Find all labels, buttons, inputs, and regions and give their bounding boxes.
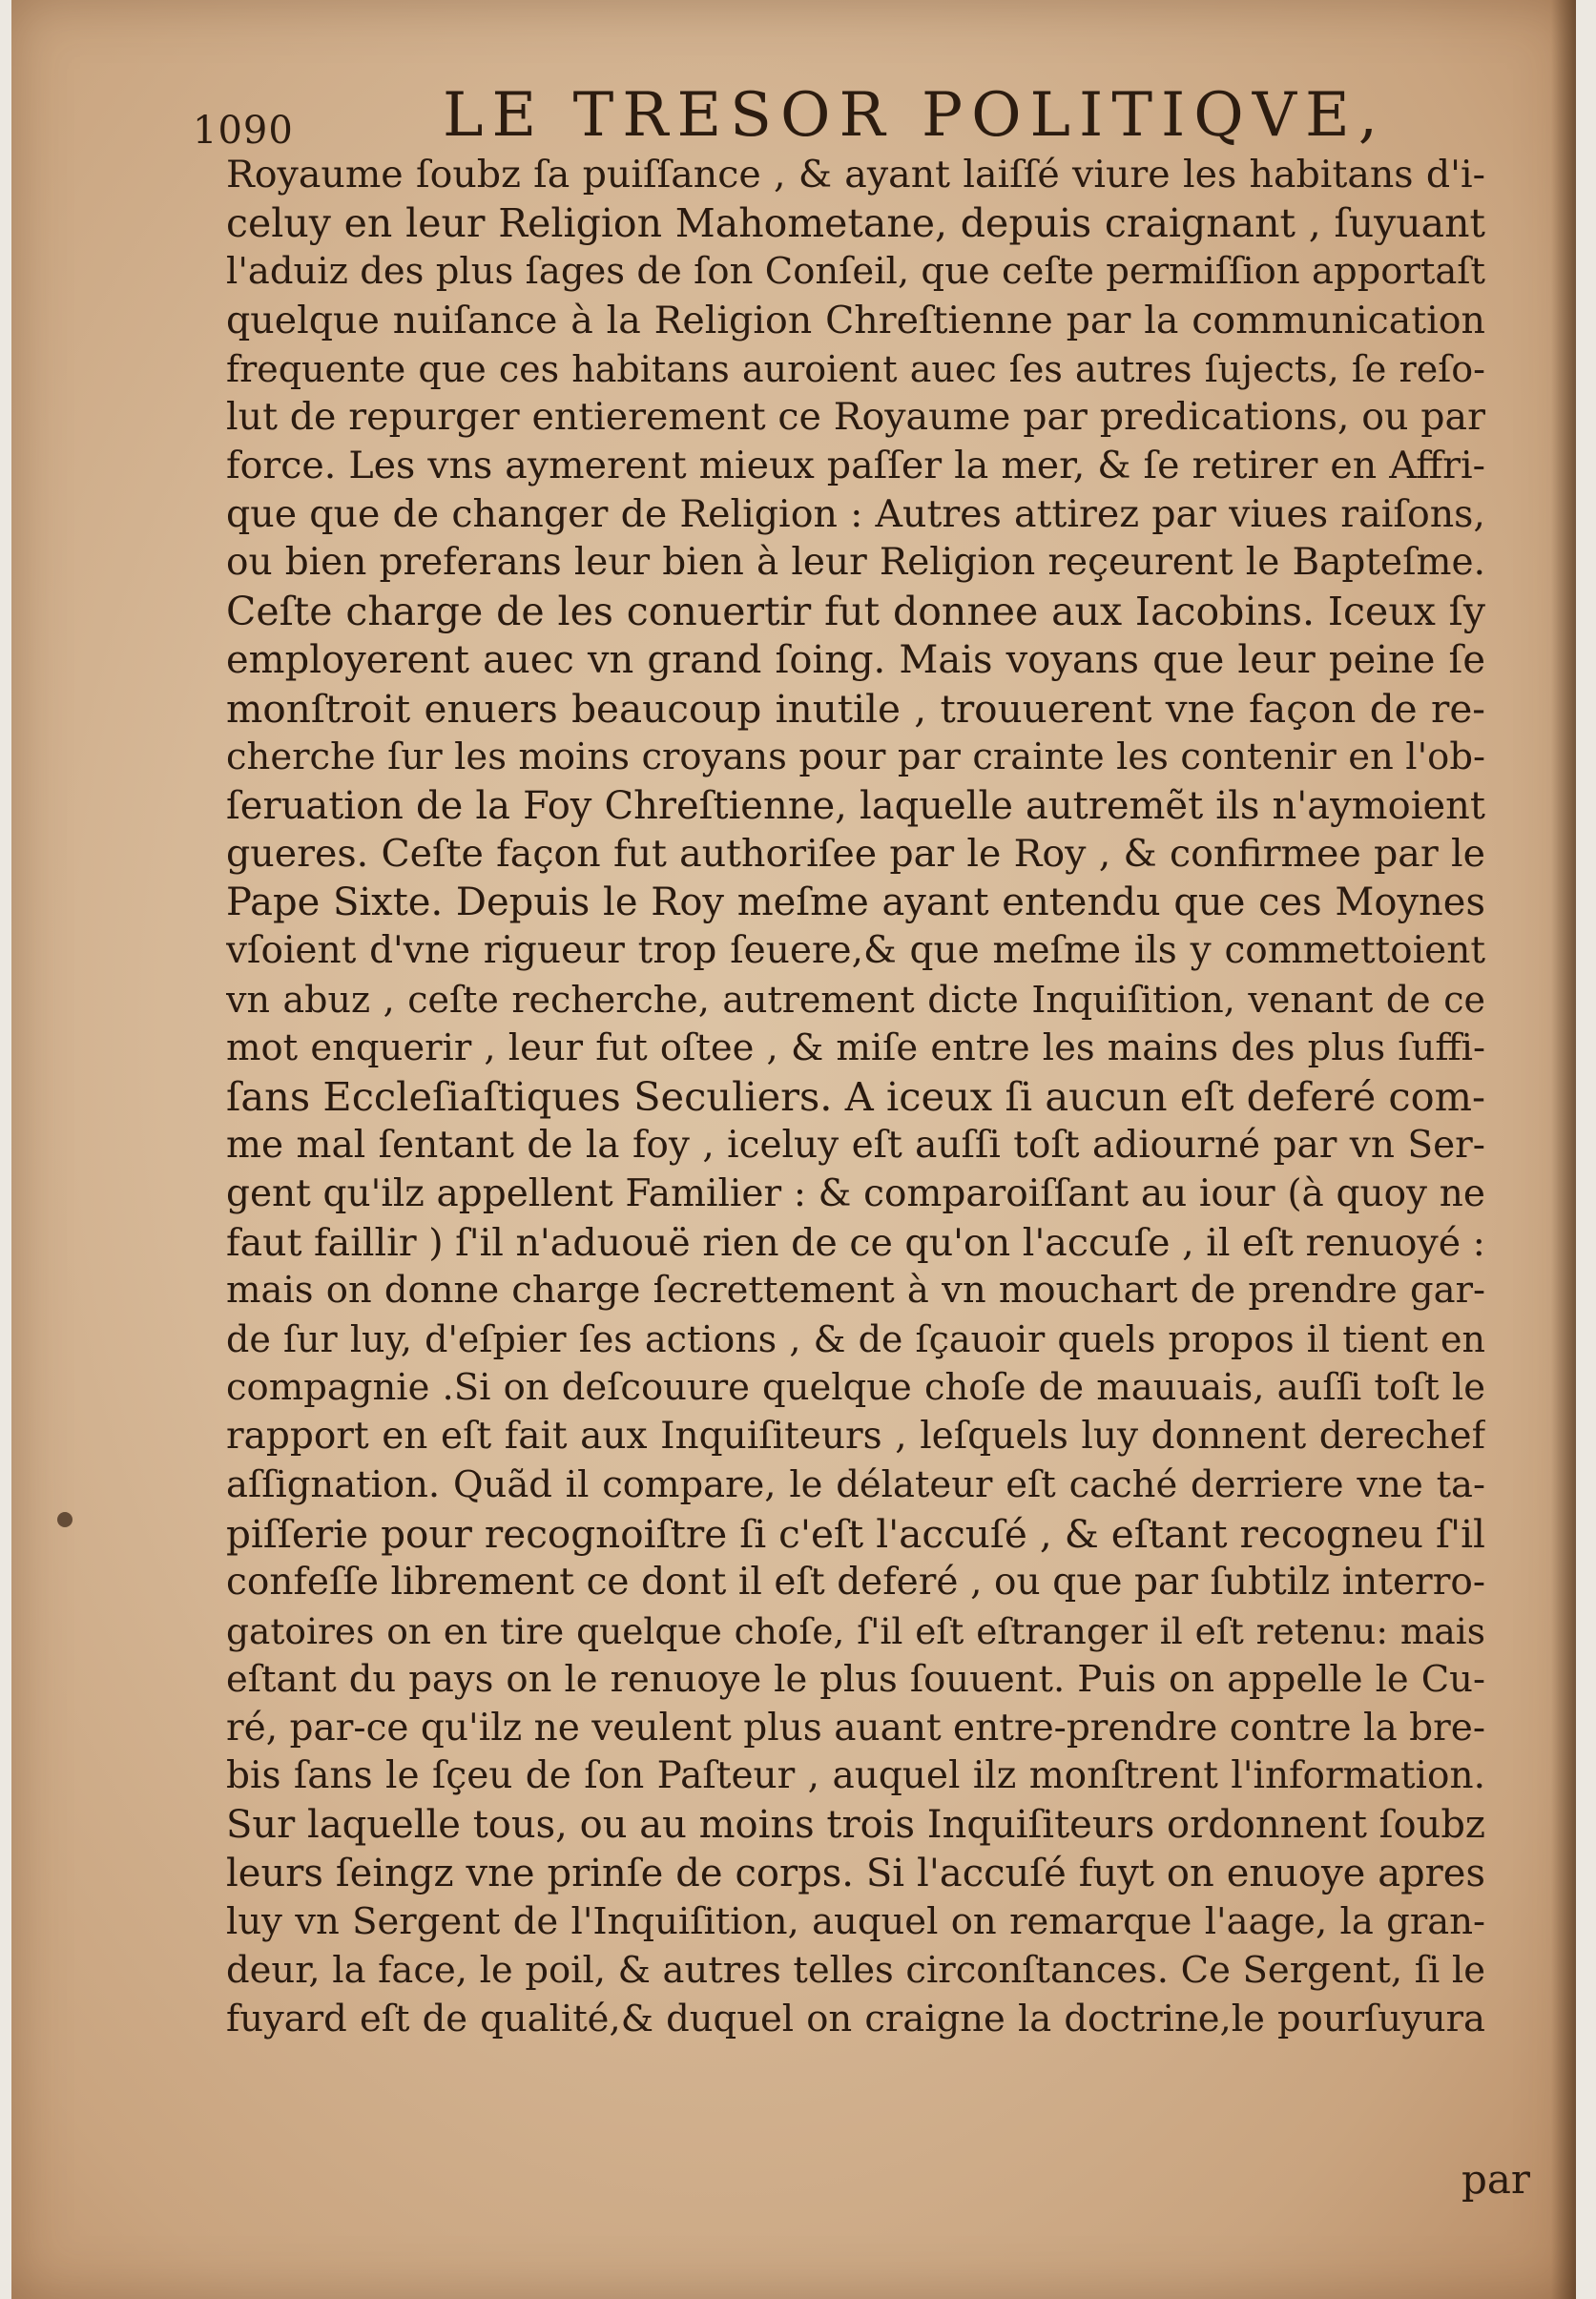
text-line: leurs ſeingz vne prinſe de corps. Si l'accuſé fuyt on enuoye apres: [226, 1852, 1485, 1896]
page-header: [193, 67, 1387, 153]
text-line: ou bien preferans leur bien à leur Religion reçeurent le Bapteſme.: [226, 541, 1485, 585]
text-line: bis ſans le ſçeu de ſon Paſteur , auquel ilz monſtrent l'information.: [226, 1754, 1485, 1798]
page-number: 1090: [193, 109, 294, 153]
text-line: mot enquerir , leur fut oſtee , & miſe entre les mains des plus ſuffi-: [226, 1026, 1485, 1070]
text-line: gatoires on en tire quelque choſe, ſ'il eſt eſtranger il eſt retenu: mais: [226, 1609, 1485, 1652]
text-line: ré, par-ce qu'ilz ne veulent plus auant entre-prendre contre la bre-: [226, 1706, 1485, 1750]
text-line: deur, la face, le poil, & autres telles circonſtances. Ce Sergent, ſi le: [226, 1948, 1485, 1992]
text-line: lut de repurger entierement ce Royaume par predications, ou par: [226, 395, 1485, 440]
text-line: eſtant du pays on le renuoye le plus ſouuent. Puis on appelle le Cu-: [226, 1657, 1485, 1701]
text-line: Pape Sixte. Depuis le Roy meſme ayant entendu que ces Moynes: [226, 880, 1485, 925]
body-text: [226, 151, 1485, 2044]
text-line: quelque nuiſance à la Religion Chreſtienne par la communication: [226, 298, 1485, 342]
text-line: frequente que ces habitans auroient auec ſes autres ſujects, ſe reſo-: [226, 347, 1485, 390]
text-line: fuyard eſt de qualité,& duquel on craigne la doctrine,le pourſuyura: [226, 1997, 1485, 2040]
text-line: vſoient d'vne rigueur trop ſeuere,& que meſme ils y commettoient: [226, 929, 1485, 973]
running-head: LE TRESOR POLITIQVE,: [443, 80, 1387, 151]
text-line: ſeruation de la Foy Chreſtienne, laquelle autremẽt ils n'aymoient: [226, 783, 1485, 828]
ink-spot: [57, 1512, 73, 1527]
text-line: employerent auec vn grand ſoing. Mais voyans que leur peine ſe: [226, 637, 1485, 682]
text-line: piſſerie pour recognoiſtre ſi c'eſt l'accuſé , & eſtant recogneu ſ'il: [226, 1510, 1485, 1557]
text-line: force. Les vns aymerent mieux paſſer la mer, & ſe retirer en Affri-: [226, 444, 1485, 488]
text-line: celuy en leur Religion Mahometane, depuis craignant , ſuyuant: [226, 199, 1485, 246]
text-line: gent qu'ilz appellent Familier : & comparoiſſant au iour (à quoy ne: [226, 1171, 1485, 1215]
text-line: compagnie .Si on deſcouure quelque choſe de mauuais, auſſi toſt le: [226, 1366, 1485, 1410]
text-line: faut faillir ) ſ'il n'aduouë rien de ce qu'on l'accuſe , il eſt renuoyé :: [226, 1220, 1485, 1265]
text-line: que que de changer de Religion : Autres attirez par viues raiſons,: [226, 492, 1485, 537]
text-line: me mal ſentant de la foy , iceluy eſt auſſi toſt adiourné par vn Ser-: [226, 1123, 1485, 1167]
text-line: mais on donne charge ſecrettement à vn mouchart de prendre gar-: [226, 1269, 1485, 1313]
text-line: Sur laquelle tous, ou au moins trois Inquiſiteurs ordonnent ſoubz: [226, 1803, 1485, 1848]
text-line: Royaume ſoubz ſa puiſſance , & ayant laiſſé viure les habitans d'i-: [226, 153, 1485, 197]
text-line: aſſignation. Quãd il compare, le délateur eſt caché derriere vne ta-: [226, 1463, 1485, 1507]
text-line: ſans Eccleſiaſtiques Seculiers. A iceux ſi aucun eſt deferé com-: [226, 1072, 1485, 1120]
text-line: luy vn Sergent de l'Inquiſition, auquel on remarque l'aage, la gran-: [226, 1900, 1485, 1944]
text-line: confeſſe librement ce dont il eſt deferé , ou que par ſubtilz interro-: [226, 1560, 1485, 1604]
catchword: par: [1461, 2156, 1531, 2203]
text-line: rapport en eſt fait aux Inquiſiteurs , leſquels luy donnent derechef: [226, 1415, 1485, 1459]
text-line: de ſur luy, d'eſpier ſes actions , & de ſçauoir quels propos il tient en: [226, 1318, 1485, 1361]
text-line: gueres. Ceſte façon fut authoriſee par le Roy , & confirmee par le: [226, 832, 1485, 877]
text-line: Ceſte charge de les conuertir fut donnee aux Iacobins. Iceux ſy: [226, 589, 1485, 635]
text-line: monſtroit enuers beaucoup inutile , trouuerent vne façon de re-: [226, 685, 1485, 732]
text-line: l'aduiz des plus ſages de ſon Conſeil, que ceſte permiſſion apportaſt: [226, 249, 1485, 293]
text-line: vn abuz , ceſte recherche, autrement dicte Inquiſition, venant de ce: [226, 979, 1485, 1022]
book-page: [11, 0, 1576, 2299]
text-line: cherche ſur les moins croyans pour par crainte les contenir en l'ob-: [226, 735, 1485, 778]
